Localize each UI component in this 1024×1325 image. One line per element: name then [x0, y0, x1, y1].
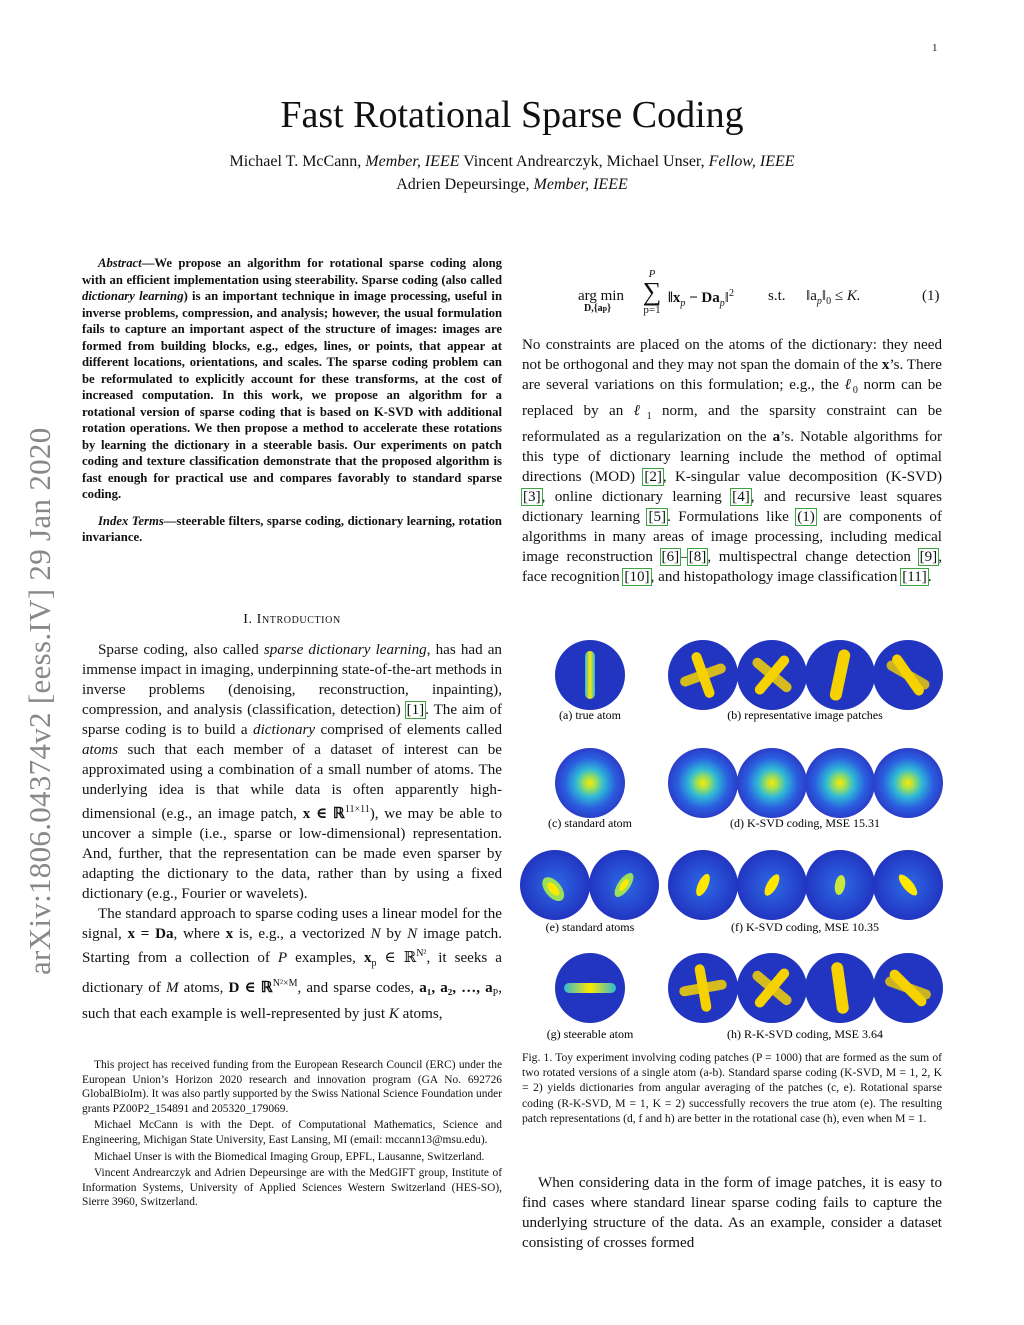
paper-title: Fast Rotational Sparse Coding — [280, 94, 744, 136]
author-2: Vincent Andrearczyk, Michael Unser, — [463, 153, 705, 170]
atom-standard-e2 — [589, 850, 659, 920]
patch-b2 — [737, 640, 807, 710]
page-number: 1 — [932, 42, 938, 54]
coding-h3 — [805, 953, 875, 1023]
coding-f2 — [737, 850, 807, 920]
intro-paragraph-1: Sparse coding, also called sparse dictionary learning, has had an immense impact in imaging, underpinning state-of-the-art methods in inverse problems (denoising, reconstruction, inpainting), compression, and analysis (classification, detection) [1]. The aim of sparse coding is to build a dictionary comprised of elements called atoms such that each member of a dataset of interest can be approximated using a combination of a small number of atoms. The underlying idea is that while data is often apparently high-dimensional (e.g., an image patch, x ∈ ℝ$^{11\times 11}$), we may be able to uncover a simple (i.e., sparse or low-dimensional) representation. And, further, that the representation can be made even sparser by adapting the dictionary to the data, rather than by using a fixed dictionary (e.g., Fourier or wavelets). — [82, 642, 503, 903]
coding-h2 — [737, 953, 807, 1023]
footnote-andrearczyk: Vincent Andrearczyk and Adrien Depeursinge are with the MedGIFT group, Institute of Information Systems, University of Applied Sciences Western Switzerland (HES-SO), Sierre 3960, Switzerland. — [82, 1167, 502, 1209]
atom-standard-e1 — [520, 850, 590, 920]
author-3-role: Member, IEEE — [533, 176, 628, 193]
equation-link[interactable]: (1) — [797, 509, 815, 526]
equation-1 — [578, 268, 944, 328]
right-bottom-paragraph: When considering data in the form of image patches, it is easy to find cases where standard linear sparse coding fails to capture the underlying structure of the data. As an example, consider a dataset consisting of crosses formed — [522, 1175, 942, 1251]
author-1-role: Member, IEEE — [365, 153, 460, 170]
footnote-unser: Michael Unser is with the Biomedical Imaging Group, EPFL, Lausanne, Switzerland. — [94, 1150, 485, 1163]
subcaption-h: (h) R-K-SVD coding, MSE 3.64 — [727, 1027, 883, 1041]
author-1: Michael T. McCann, — [229, 153, 362, 170]
citation-link[interactable]: [9] — [919, 549, 938, 566]
eq-argmin: arg min D,{ap} — [578, 288, 624, 314]
figure-1 — [518, 628, 948, 1048]
author-2-role: Fellow, IEEE — [708, 153, 795, 170]
citation-link[interactable]: [8] — [688, 549, 707, 566]
coding-f3 — [805, 850, 875, 920]
patch-b1 — [668, 640, 738, 710]
citation-link[interactable]: [10] — [624, 569, 650, 586]
abstract-text-1: —We propose an algorithm for rotational sparse coding along with an efficient implementation using steerability. Sparse coding (also called — [82, 256, 502, 287]
citation-link[interactable]: [1] — [406, 702, 425, 718]
intro-body — [82, 640, 502, 1024]
coding-d1 — [668, 748, 738, 818]
subcaption-f: (f) K-SVD coding, MSE 10.35 — [731, 920, 879, 934]
citation-link[interactable]: [3] — [523, 489, 541, 506]
right-paragraph: No constraints are placed on the atoms of the dictionary: they need not be orthogonal and they may not span the domain of the x’s. There are several variations on this formulation; e.g., the ℓ$_0$ norm can be replaced by an ℓ$_1$ norm, and the sparsity constraint can be reformulated as a regularization on the a’s. Notable algorithms for this type of dictionary learning include the method of optimal directions (MOD) [2], K-singular value decomposition (K-SVD) [3], online dictionary learning [4], and recursive least squares dictionary learning [5]. Formulations like (1) are components of algorithms in many areas of image processing, including medical image reconstruction [6]–[8], multispectral change detection [9], face recognition [10], and histopathology image classification [11]. — [522, 337, 943, 586]
section-heading: I. Introduction — [243, 612, 341, 627]
subcaption-g: (g) steerable atom — [546, 1027, 634, 1041]
footnotes — [82, 1058, 502, 1212]
author-3: Adrien Depeursinge, — [396, 176, 530, 193]
index-terms — [82, 513, 502, 546]
citation-link[interactable]: [11] — [902, 569, 927, 586]
coding-h1 — [668, 953, 738, 1023]
coding-d3 — [805, 748, 875, 818]
coding-h4 — [873, 953, 943, 1023]
eq-sum: P ∑ p=1 — [642, 268, 662, 316]
citation-link[interactable]: [2] — [644, 469, 662, 486]
coding-d4 — [873, 748, 943, 818]
atom-standard — [555, 748, 625, 818]
abstract-emphasis: dictionary learning — [82, 289, 184, 303]
coding-d2 — [737, 748, 807, 818]
citation-link[interactable]: [5] — [648, 509, 667, 526]
atom-steerable — [555, 953, 625, 1023]
abstract-label: Abstract — [98, 256, 142, 270]
footnote-mccann: Michael McCann is with the Dept. of Computational Mathematics, Science and Engineering, Michigan State University, East Lansing, MI (email: mccann13@msu.edu). — [82, 1119, 502, 1146]
arxiv-identifier: arXiv:1806.04374v2 [eess.IV] 29 Jan 2020 — [22, 427, 57, 975]
subcaption-d: (d) K-SVD coding, MSE 15.31 — [730, 816, 880, 830]
eq-st: s.t. — [768, 288, 786, 304]
patch-b3 — [805, 640, 875, 710]
figure-caption: Fig. 1. Toy experiment involving coding patches (P = 1000) that are formed as the sum of two rotated versions of a single atom (a-b). Standard sparse coding (K-SVD, M = 1, 2, K = 2) yields dictionaries from angular averaging of the patches (c, e). Rotational sparse coding (R-K-SVD, M = 1, K = 2) successfully recovers the true atom (e). The resulting patch representations (d, f and h) are better in the rotational case (h), even when M = 1. — [522, 1051, 942, 1125]
eq-constraint: $‖a_p‖_0 \le K$. — [806, 288, 861, 307]
abstract — [82, 255, 502, 546]
abstract-text-2: ) is an important technique in image processing, useful in inverse problems, compression, and analysis; however, the usual formulation fails to capture an important aspect of the structure of images: images are formed from building blocks, e.g., edges, lines, or points, that appear at different locations, orientations, and scales. The sparse coding problem can be reformulated to explicitly account for these transforms, at the cost of increased computation. In this work, we propose an algorithm for a rotational version of sparse coding that is based on K-SVD with additional rotation operations. We then propose a method to accelerate these rotations by learning the dictionary in a steerable basis. Our experiments on patch coding and texture classification demonstrate that the proposed algorithm is fast enough for practical use and compares favorably to standard sparse coding. — [82, 289, 502, 501]
coding-f4 — [873, 850, 943, 920]
subcaption-a: (a) true atom — [559, 708, 621, 722]
subcaption-b: (b) representative image patches — [727, 708, 883, 722]
subcaption-e: (e) standard atoms — [545, 920, 635, 934]
citation-link[interactable]: [4] — [732, 489, 750, 506]
coding-f1 — [668, 850, 738, 920]
patch-b4 — [873, 640, 943, 710]
eq-objective: $‖x_p$ − $Da_p‖^2$ — [668, 288, 734, 309]
index-terms-label: Index Terms — [98, 513, 164, 528]
index-terms-text: —steerable filters, sparse coding, dictionary learning, rotation invariance. — [82, 513, 502, 544]
intro-paragraph-2: The standard approach to sparse coding uses a linear model for the signal, x = Da, where x is, e.g., a vectorized N by N image patch. Starting from a collection of P examples, $x_p$ ∈ ℝ$^{N^2}$, it seeks a dictionary of M atoms, D ∈ ℝ$^{N^2\times M}$, and sparse codes, a₁, a₂, …, $a_P$, such that each example is well-represented by just K atoms, — [82, 906, 502, 1023]
subcaption-c: (c) standard atom — [548, 816, 632, 830]
author-block — [0, 150, 1024, 196]
eq-number: (1) — [922, 288, 940, 304]
footnote-funding: This project has received funding from the European Research Council (ERC) under the European Union’s Horizon 2020 research and innovation program (GA No. 692726 GlobalBioIm). It was also partly supported by the Swiss National Science Foundation under grants PZ00P2_154891 and 205320_179069. — [82, 1059, 502, 1115]
atom-true — [555, 640, 625, 710]
citation-link[interactable]: [6] — [661, 549, 680, 566]
